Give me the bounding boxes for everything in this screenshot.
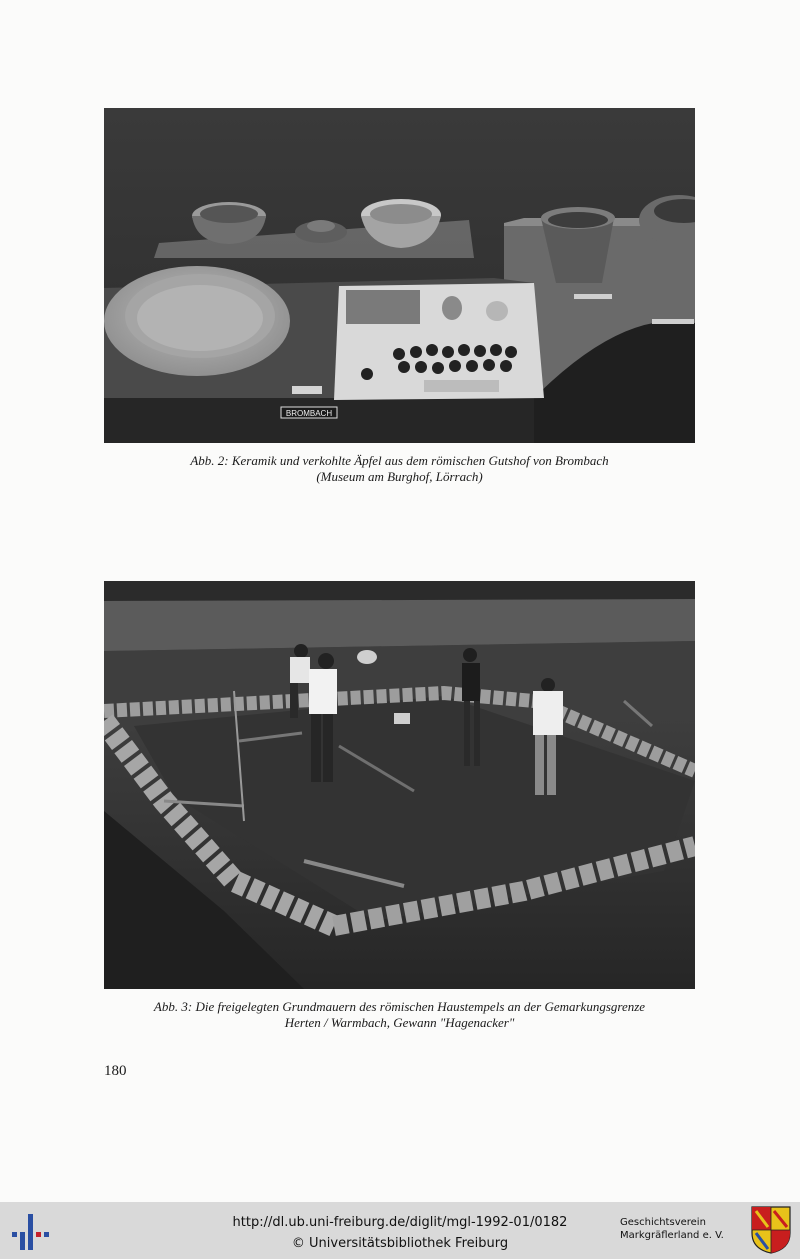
footer-center [195,1212,605,1254]
coat-of-arms-icon [750,1205,792,1255]
figure-2-caption [104,453,695,485]
figure-2-caption-line-1: Abb. 2: Keramik und verkohlte Äpfel aus dem römischen Gutshof von Brombach [190,453,609,468]
society-line-2: Markgräflerland e. V. [620,1230,724,1241]
figure-2-caption-line-2: (Museum am Burghof, Lörrach) [316,469,483,484]
figure-3-caption [104,999,695,1031]
society-line-1: Geschichtsverein [620,1217,706,1228]
footer-bar [0,1202,800,1259]
figure-3-caption-line-2: Herten / Warmbach, Gewann "Hagenacker" [284,1015,515,1030]
museum-display-photo [104,108,695,443]
brombach-case-label: BROMBACH [285,409,333,418]
page-number: 180 [104,1063,127,1079]
permalink-url-link[interactable]: http://dl.ub.uni-freiburg.de/diglit/mgl-1992-01/0182 [232,1215,568,1230]
figure-3-caption-line-1: Abb. 3: Die freigelegten Grundmauern des römischen Haustempels an der Gemarkungsgrenze [153,999,646,1014]
copyright-text: © Universitätsbibliothek Freiburg [291,1236,509,1251]
society-name [620,1216,724,1242]
library-logo-icon[interactable] [10,1212,50,1252]
excavation-site-photo [104,581,695,989]
